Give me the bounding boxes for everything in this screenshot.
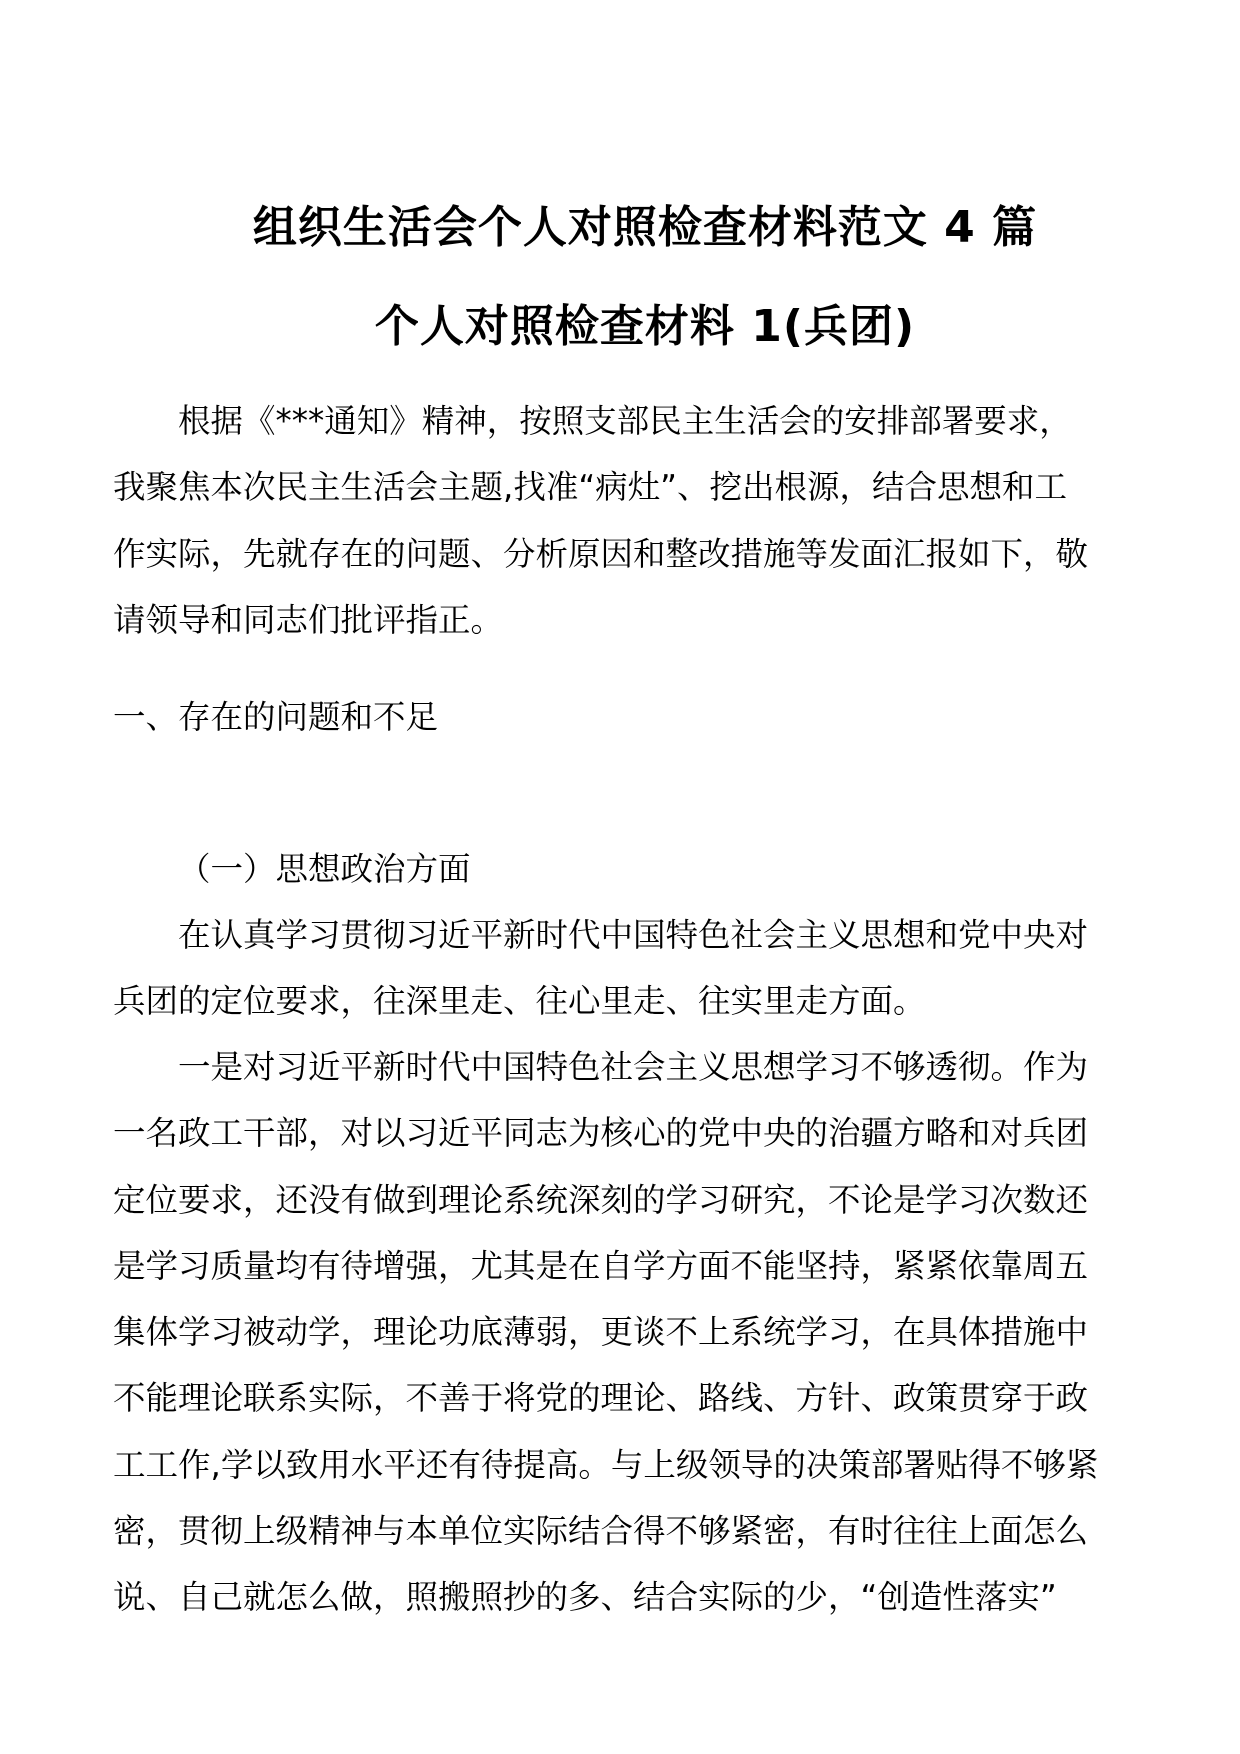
paragraph-line: 兵团的定位要求，往深里走、往心里走、往实里走方面。	[113, 982, 926, 1021]
paragraph-1	[113, 902, 1123, 1035]
intro-line: 作实际，先就存在的问题、分析原因和整改措施等发面汇报如下，敬	[113, 534, 1089, 573]
intro-line: 根据《***通知》精神，按照支部民主生活会的安排部署要求，	[178, 402, 1072, 440]
paragraph-line: 说、自己就怎么做，照搬照抄的多、结合实际的少，“创造性落实”	[113, 1578, 1057, 1617]
paragraph-line: 不能理论联系实际，不善于将党的理论、路线、方针、政策贯穿于政	[113, 1379, 1089, 1418]
paragraph-line: 密，贯彻上级精神与本单位实际结合得不够紧密，有时往往上面怎么	[113, 1512, 1089, 1551]
paragraph-line: 一是对习近平新时代中国特色社会主义思想学习不够透彻。作为	[178, 1048, 1089, 1086]
intro-line: 我聚焦本次民主生活会主题,找准“病灶”、挖出根源，结合思想和工	[113, 468, 1068, 507]
paragraph-line: 一名政工干部，对以习近平同志为核心的党中央的治疆方略和对兵团	[113, 1114, 1089, 1153]
paragraph-line: 是学习质量均有待增强，尤其是在自学方面不能坚持，紧紧依靠周五	[113, 1246, 1089, 1285]
paragraph-line: 定位要求，还没有做到理论系统深刻的学习研究，不论是学习次数还	[113, 1180, 1089, 1219]
document-subtitle: 个人对照检查材料 1(兵团)	[374, 301, 916, 352]
paragraph-line: 集体学习被动学，理论功底薄弱，更谈不上系统学习，在具体措施中	[113, 1313, 1089, 1352]
paragraph-line: 在认真学习贯彻习近平新时代中国特色社会主义思想和党中央对	[178, 916, 1089, 954]
intro-paragraph	[113, 388, 1123, 653]
document-title: 组织生活会个人对照检查材料范文 4 篇	[252, 202, 1038, 253]
paragraph-line: 工工作,学以致用水平还有待提高。与上级领导的决策部署贴得不够紧	[113, 1445, 1099, 1484]
intro-line: 请领导和同志们批评指正。	[113, 600, 504, 639]
paragraph-2	[113, 1034, 1123, 1631]
section-heading: 一、存在的问题和不足	[113, 698, 439, 736]
subsection-heading: （一）思想政治方面	[178, 850, 471, 888]
